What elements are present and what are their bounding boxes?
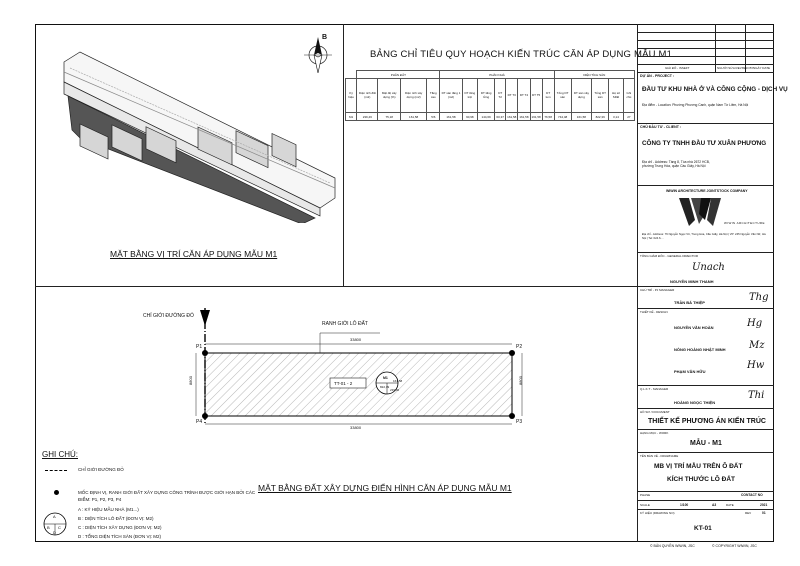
legend-item: B : DIỆN TÍCH LÔ ĐẤT (ĐƠN VỊ: M2) [78, 516, 154, 521]
circle-a: M1 [383, 376, 388, 380]
stats-column-header: Hệ số SDĐ [609, 79, 624, 113]
date-label: DATE [726, 503, 734, 507]
stats-cell: 239,46 [357, 113, 378, 121]
stats-group-header: PHẦN NHÀ [440, 71, 554, 79]
site-plan-drawing [50, 38, 340, 223]
lot-plan-caption: MẶT BẰNG ĐẤT XÂY DỰNG ĐIỂN HÌNH CĂN ÁP DỤNG MẪU M1 [258, 483, 512, 493]
stats-column-header: Mật độ xây dựng (%) [378, 79, 401, 113]
horizontal-divider [35, 286, 637, 287]
stats-column-header: Tầng cao [427, 79, 440, 113]
legend-item: MỐC ĐỊNH VỊ, RANH GIỚI ĐẤT XÂY DỰNG CÔNG TRÌNH ĐƯỢC GIỚI HẠN BỞI CÁC ĐIỂM: P1, P2, P3, P4 [78, 490, 256, 502]
drawing-label: TÊN BẢN VẼ - DRAWNAME [640, 454, 679, 458]
point-label-p3: P3 [516, 419, 523, 425]
dim-right: 8800 [517, 376, 523, 385]
circle-d: 239,46 [390, 388, 400, 392]
legend-item: D : TỔNG DIỆN TÍCH SÀN (ĐƠN VỊ: M2) [78, 534, 161, 539]
designer-2: NÔNG HOÀNG NHẬT MINH [674, 347, 726, 352]
stats-cell: 744,48 [554, 113, 571, 121]
stats-column-header: DT T4 [518, 79, 530, 113]
director-signature: Unach [692, 262, 725, 273]
road-boundary-label: CHỈ GIỚI ĐƯỜNG ĐỎ [143, 313, 194, 319]
stats-cell: 161,58 [440, 113, 462, 121]
scale-label: SCALE [640, 503, 650, 507]
client-name: CÔNG TY TNHH ĐẦU TƯ XUÂN PHƯƠNG [642, 140, 767, 147]
design-label: THIẾT KẾ - DESIGN [640, 310, 668, 314]
qa-label: Q.L.K.T - MANAGER [640, 387, 669, 391]
legend-letter-c: C [58, 525, 61, 530]
legend-title: GHI CHÚ: [42, 450, 78, 459]
dim-left: 8800 [187, 376, 193, 385]
rev-label: REV [745, 511, 752, 515]
marker-p3 [509, 413, 515, 419]
point-label-p1: P1 [196, 344, 203, 350]
stats-column-header: DT tầng lửng [478, 79, 495, 113]
stats-table-title: BẢNG CHỈ TIÊU QUY HOẠCH KIẾN TRÚC CĂN ÁP DỤNG MẪU M1 [370, 49, 673, 60]
stats-cell: 144,69 [478, 113, 495, 121]
stats-column-header: DT T5 [530, 79, 542, 113]
legend-item: A : KÝ HIỆU MẪU NHÀ (M1...) [78, 507, 139, 512]
stats-cell: 161,58 [519, 114, 529, 119]
site-plan-caption: MẶT BẰNG VỊ TRÍ CĂN ÁP DỤNG MẪU M1 [110, 249, 278, 259]
stats-column-header: DT T3 [506, 79, 518, 113]
stats-column-header: DT sàn tầng 1 (m2) [440, 79, 462, 113]
rev-col-date: NGÀY DATE [753, 66, 771, 70]
rev-col-issue: GIẢI ĐỐ - ISSEFT [665, 66, 690, 70]
stats-column-header: DT tum [542, 79, 554, 113]
phase-value: CONTACT NO [741, 493, 763, 497]
stats-group-header: PHẦN ĐẤT [357, 71, 440, 79]
firm-logo-icon [677, 194, 723, 230]
stats-table [345, 70, 635, 121]
legend-item: CHỈ GIỚI ĐƯỜNG ĐỎ [78, 467, 124, 472]
designer-3: PHẠM VĂN HỮU [674, 369, 706, 374]
dim-top: 33800 [350, 337, 362, 342]
doc-name: THIẾT KẾ PHƯƠNG ÁN KIẾN TRÚC [648, 418, 766, 425]
point-label-p2: P2 [516, 344, 523, 350]
copyright-left: © BẢN QUYỀN WIWIN, JSC [650, 544, 695, 548]
stats-column-header: Ký hiệu [346, 79, 357, 113]
drawing-number: KT-01 [694, 525, 712, 532]
project-name: ĐẦU TƯ KHU NHÀ Ở VÀ CÔNG CỘNG - DỊCH VỤ [642, 86, 788, 93]
point-label-p4: P4 [196, 419, 203, 425]
stats-cell: 161,58 [571, 113, 591, 121]
phase-label: PHASE [640, 493, 651, 497]
lot-boundary-label: RANH GIỚI LÔ ĐẤT [322, 321, 368, 327]
stats-group-header: DIỆN TÍCH SÀN [554, 71, 634, 79]
drawing-no-label: KÝ HIỆU (DRAWING NO) [640, 511, 675, 515]
chief-signature: Thg [749, 292, 769, 303]
stats-column-header: Ghi chú [623, 79, 634, 113]
legend-letter-d: D [53, 530, 56, 535]
stats-cell: M1 [346, 113, 357, 121]
designer-3-signature: Hw [747, 360, 765, 371]
stats-cell: 3,14 [609, 113, 624, 121]
stats-cell: 60,37 [496, 114, 504, 119]
stats-cell: 27 [623, 113, 634, 121]
designer-1-signature: Hg [747, 318, 763, 329]
legend-letter-a: A [53, 514, 56, 519]
drawing-name-line-1: MB VỊ TRÍ MẪU TRÊN Ô ĐẤT [654, 463, 743, 470]
stats-cell: 822,39 [592, 113, 609, 121]
rev-col-by: NGƯỜI SỬA REVISED BY [717, 66, 754, 70]
stats-cell: 161,58 [401, 113, 427, 121]
category-name: MẪU - M1 [690, 440, 722, 447]
project-address: Địa điểm - Location: Phường Phương Canh, quận Nam Từ Liêm, Hà Nội [642, 103, 749, 107]
qa-name: HOÀNG NGỌC THIỆN [674, 400, 716, 405]
stats-column-header: DT tầng trệt [462, 79, 477, 113]
stats-cell: 5/6 [427, 113, 440, 121]
circle-b: 161,58 [393, 379, 403, 383]
firm-name: WIWIN ARCHITECTURE JOINTSTOCK COMPANY [666, 189, 748, 193]
legend-marker-icon [54, 490, 59, 495]
site-plan-building [64, 52, 335, 223]
marker-p4 [202, 413, 208, 419]
firm-sub: WIWIN ARCHITECTURE [724, 221, 765, 225]
dim-bottom: 33800 [350, 425, 362, 430]
stats-cell: 161,58 [531, 114, 541, 119]
legend-road-line-icon [45, 470, 67, 471]
stats-column-header: DT T2 [495, 79, 506, 113]
director-label: TỔNG GIÁM ĐỐC - GENERAL DIRECTOR [640, 254, 699, 258]
stats-cell: 75,18 [378, 113, 401, 121]
stats-cell: 161,58 [507, 114, 517, 119]
firm-address: Địa chỉ - Address: 76 Nguyễn Ngọc Vũ, Trung Hòa, Cầu Giấy, Hà Nội | VP: 245 Nguyễn Văn Nữ, Hà Nội | Tel: 024.6.... [642, 232, 766, 240]
marker-p2 [509, 350, 515, 356]
stats-column-header: Diện tích đất (m2) [357, 79, 378, 113]
doc-label: HỒ SƠ / DOCUMENT [640, 410, 670, 414]
rev-value: 01 [762, 511, 766, 515]
stats-cell: 90,98 [462, 113, 477, 121]
copyright-right: © COPYRIGHT WIWIN, JSC [712, 544, 757, 548]
stats-column-header: Tổng DT sàn [592, 79, 609, 113]
size-value: A3 [712, 503, 717, 507]
north-label: B [322, 34, 328, 41]
designer-1: NGUYỄN VĂN HOÀN [674, 325, 714, 330]
qa-signature: Thi [748, 390, 765, 401]
date-value: 2021 [760, 503, 768, 507]
legend-letter-b: B [47, 525, 50, 530]
designer-2-signature: Mz [749, 340, 765, 351]
lot-code: TT-01 - 2 [334, 381, 353, 386]
chief-label: CHỦ TRÌ - PJ MANAGER [640, 288, 675, 292]
drawing-name-line-2: KÍCH THƯỚC LÔ ĐẤT [667, 476, 735, 483]
chief-name: TRẦN BÁ THIỆP [674, 300, 705, 305]
client-label: CHỦ ĐẦU TƯ - CLIENT : [640, 125, 682, 129]
stats-cell: 76,58 [542, 113, 554, 121]
siteplan-divider [343, 24, 344, 286]
circle-c: 822,39 [380, 385, 390, 389]
north-arrow-icon [298, 33, 338, 73]
legend-item: C : DIỆN TÍCH XÂY DỰNG (ĐƠN VỊ: M2) [78, 525, 162, 530]
titleblock-divider [637, 24, 638, 542]
category-label: HẠNG MỤC - WORK [640, 431, 669, 435]
project-label: DỰ ÁN - PROJECT : [640, 74, 675, 78]
marker-p1 [202, 350, 208, 356]
stats-column-header: DT sàn xây dựng [571, 79, 591, 113]
scale-value: 1/100 [680, 503, 689, 507]
director-name: NGUYỄN MINH THANH [670, 279, 714, 284]
stats-column-header: Tổng DT sàn [554, 79, 571, 113]
road-boundary-marker-icon [200, 310, 210, 326]
stats-column-header: Diện tích xây dựng (m2) [401, 79, 427, 113]
client-address: Địa chỉ - Address: Tầng 8, Tòa nhà 2672 HCB, phường Trung Hòa, quận Cầu Giấy, Hà Nội [642, 160, 710, 168]
